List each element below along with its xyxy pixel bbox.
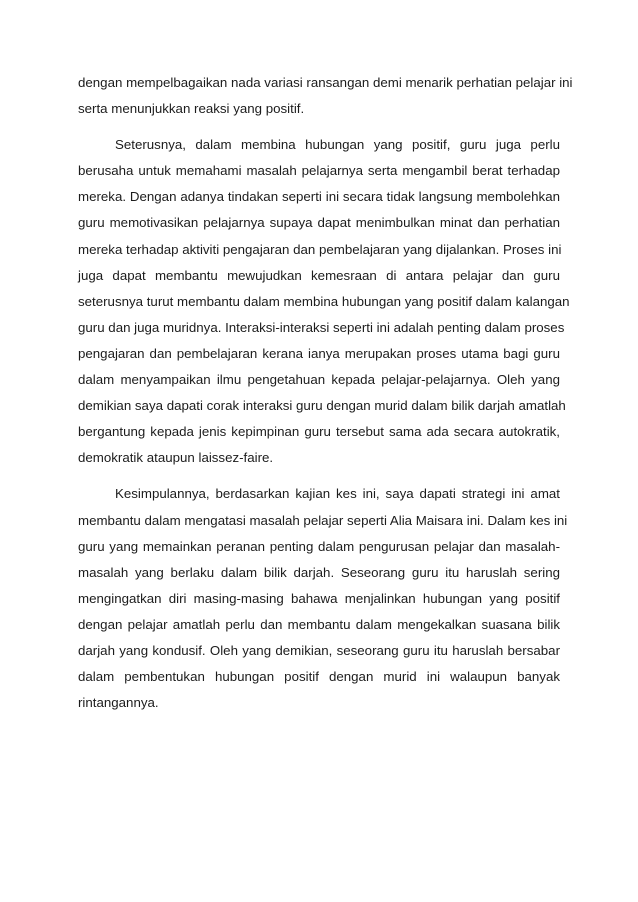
text-line: dengan pelajar amatlah perlu dan membantu dalam mengekalkan suasana bilik — [78, 616, 560, 632]
text-line: mereka. Dengan adanya tindakan seperti ini secara tidak langsung membolehkan — [78, 189, 560, 205]
text-line: mereka terhadap aktiviti pengajaran dan pembelajaran yang dijalankan. Proses ini — [78, 241, 562, 257]
document-page — [78, 70, 573, 716]
text-line: juga dapat membantu mewujudkan kemesraan di antara pelajar dan guru — [78, 267, 560, 283]
text-line: dengan mempelbagaikan nada variasi ransangan demi menarik perhatian pelajar ini — [78, 75, 573, 90]
paragraph-3 — [78, 481, 568, 716]
text-line: demikian saya dapati corak interaksi guru dengan murid dalam bilik darjah amatlah — [78, 398, 566, 414]
paragraph-2 — [78, 132, 570, 471]
text-line: mengingatkan diri masing-masing bahawa menjalinkan hubungan yang positif — [78, 590, 560, 606]
text-line: dalam menyampaikan ilmu pengetahuan kepada pelajar-pelajarnya. Oleh yang — [78, 372, 560, 388]
text-line: Seterusnya, dalam membina hubungan yang positif, guru juga perlu — [115, 137, 560, 153]
text-line: darjah yang kondusif. Oleh yang demikian, seseorang guru itu haruslah bersabar — [78, 642, 560, 658]
text-line: guru dan juga muridnya. Interaksi-interaksi seperti ini adalah penting dalam proses — [78, 319, 565, 335]
text-line: serta menunjukkan reaksi yang positif. — [78, 101, 305, 117]
text-line: rintangannya. — [78, 695, 159, 711]
text-line: bergantung kepada jenis kepimpinan guru tersebut sama ada secara autokratik, — [78, 424, 560, 440]
text-line: dalam pembentukan hubungan positif dengan murid ini walaupun banyak — [78, 669, 560, 685]
text-line: pengajaran dan pembelajaran kerana ianya merupakan proses utama bagi guru — [78, 345, 560, 361]
text-line: guru yang memainkan peranan penting dalam pengurusan pelajar dan masalah- — [78, 538, 560, 554]
text-line: seterusnya turut membantu dalam membina hubungan yang positif dalam kalangan — [78, 293, 570, 309]
text-line: berusaha untuk memahami masalah pelajarnya serta mengambil berat terhadap — [78, 163, 560, 179]
paragraph-1 — [78, 70, 573, 122]
text-line: demokratik ataupun laissez-faire. — [78, 450, 274, 466]
text-line: masalah yang berlaku dalam bilik darjah. Seseorang guru itu haruslah sering — [78, 564, 560, 580]
text-line: guru memotivasikan pelajarnya supaya dapat menimbulkan minat dan perhatian — [78, 215, 560, 231]
text-line: Kesimpulannya, berdasarkan kajian kes ini, saya dapati strategi ini amat — [115, 486, 560, 502]
text-line: membantu dalam mengatasi masalah pelajar seperti Alia Maisara ini. Dalam kes ini — [78, 512, 568, 528]
